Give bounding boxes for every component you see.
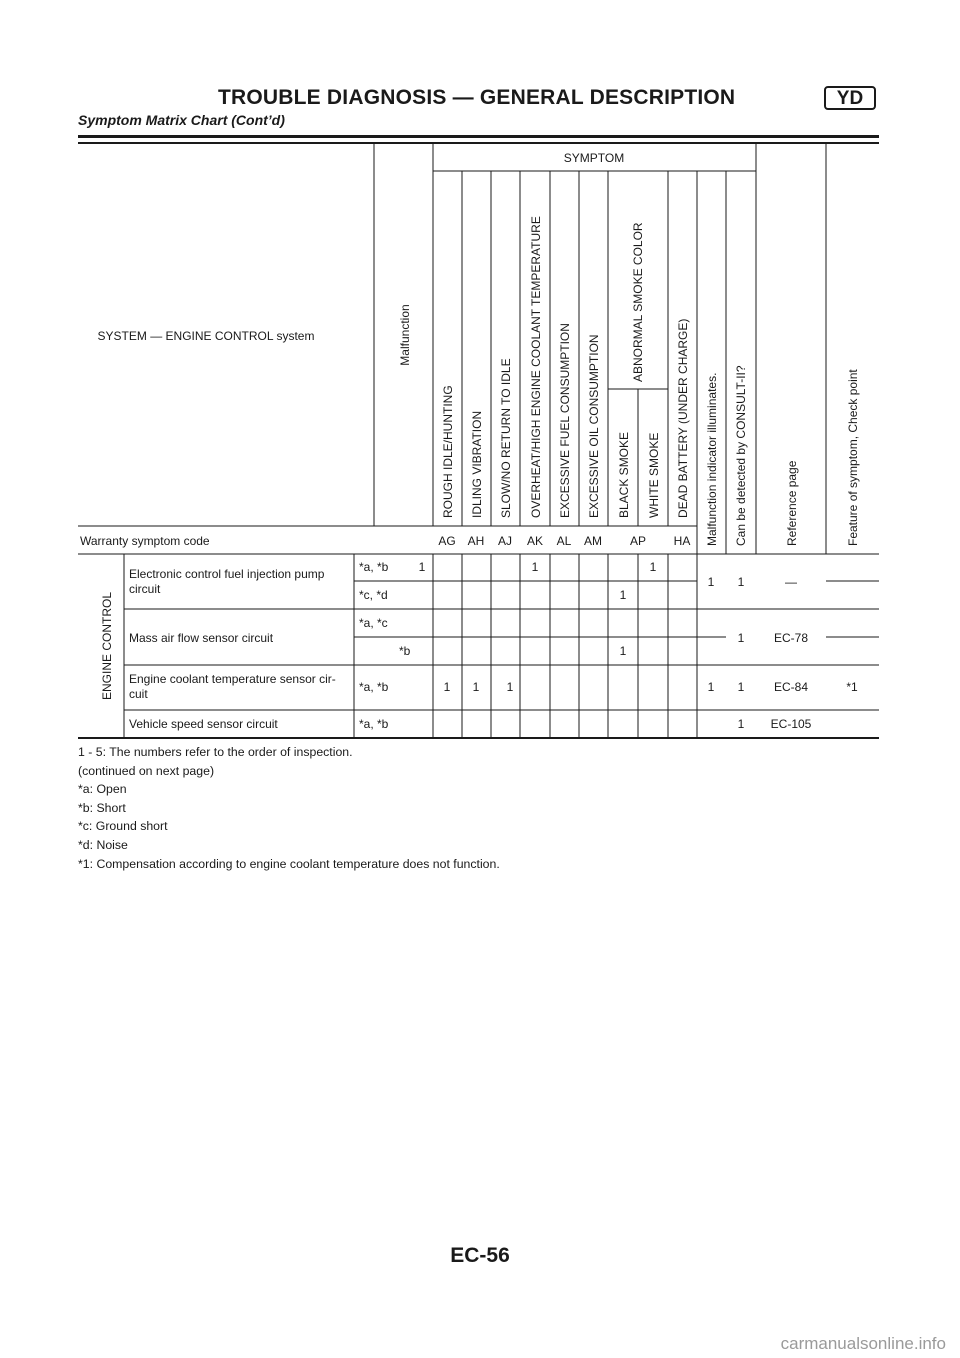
warranty-code: AG [438,534,456,548]
reference-page: EC-105 [770,717,812,731]
col-feature: Feature of symptom, Check point [846,369,860,546]
col-rough-idle: ROUGH IDLE/HUNTING [441,385,455,518]
col-consult: Can be detected by CONSULT-II? [734,365,748,546]
mark: 1 [619,644,627,658]
col-mil: Malfunction indicator illuminates. [705,372,719,546]
mark: 1 [619,588,627,602]
mil-mark: 1 [707,575,715,589]
mark: 1 [649,560,657,574]
row-name: Vehicle speed sensor circuit [129,717,278,731]
warranty-code: HA [673,534,691,548]
page-number: EC-56 [450,1244,510,1267]
col-idling-vibration: IDLING VIBRATION [470,410,484,518]
footnote: *1: Compensation according to engine coolant temperature does not function. [78,856,500,871]
warranty-code: AJ [497,534,513,548]
page-subtitle: Symptom Matrix Chart (Cont’d) [78,112,285,128]
malfunction-code: *b [399,644,411,658]
row-name: circuit [129,582,161,596]
col-excess-fuel: EXCESSIVE FUEL CONSUMPTION [558,323,572,518]
mark: 1 [472,680,480,694]
col-dead-battery: DEAD BATTERY (UNDER CHARGE) [676,318,690,518]
malfunction-code: *a, *b [359,717,389,731]
warranty-code: AP [629,534,647,548]
consult-mark: 1 [737,631,745,645]
col-reference-page: Reference page [785,460,799,546]
footnote: *b: Short [78,800,126,815]
footnote: 1 - 5: The numbers refer to the order of inspection. [78,745,353,759]
malfunction-code: *a, *b [359,560,389,574]
footnote: (continued on next page) [78,763,215,778]
warranty-code: AM [584,534,602,548]
mark: 1 [531,560,539,574]
watermark: carmanualsonline.info [780,1334,946,1353]
footnotes [78,743,500,873]
row-name: Engine coolant temperature sensor cir- [129,672,336,686]
malfunction-code: *c, *d [359,588,388,602]
warranty-code: AH [467,534,485,548]
reference-page: EC-78 [773,631,809,645]
col-slow-return: SLOW/NO RETURN TO IDLE [499,358,513,518]
system-label: SYSTEM — ENGINE CONTROL system [97,329,315,343]
warranty-label: Warranty symptom code [80,534,210,548]
malfunction-code: *a, *c [359,616,388,630]
page-title: TROUBLE DIAGNOSIS — GENERAL DESCRIPTION [218,86,736,109]
group-label-engine-control: ENGINE CONTROL [100,591,114,701]
consult-mark: 1 [737,575,745,589]
reference-page: — [785,575,797,589]
mark: 1 [443,680,451,694]
footnote: *a: Open [78,782,127,797]
col-abnormal-smoke: ABNORMAL SMOKE COLOR [631,222,645,382]
reference-page: EC-84 [773,680,809,694]
col-excess-oil: EXCESSIVE OIL CONSUMPTION [587,334,601,518]
malfunction-code: *a, *b [359,680,389,694]
consult-mark: 1 [737,717,745,731]
section-badge: YD [824,86,876,110]
row-name: Electronic control fuel injection pump [129,567,325,581]
warranty-code: AL [556,534,572,548]
footnote: *c: Ground short [78,819,168,834]
feature-note: *1 [846,680,858,694]
footnote: *d: Noise [78,837,128,852]
row-name: cuit [129,687,148,701]
mark: 1 [418,560,426,574]
warranty-code: AK [526,534,544,548]
mil-mark: 1 [707,680,715,694]
mark: 1 [506,680,514,694]
malfunction-header: Malfunction [398,304,412,366]
col-black-smoke: BLACK SMOKE [617,431,631,518]
row-name: Mass air flow sensor circuit [129,631,274,645]
consult-mark: 1 [737,680,745,694]
col-white-smoke: WHITE SMOKE [647,432,661,518]
symptom-header: SYMPTOM [563,151,625,165]
col-overheat: OVERHEAT/HIGH ENGINE COOLANT TEMPERATURE [529,216,543,518]
